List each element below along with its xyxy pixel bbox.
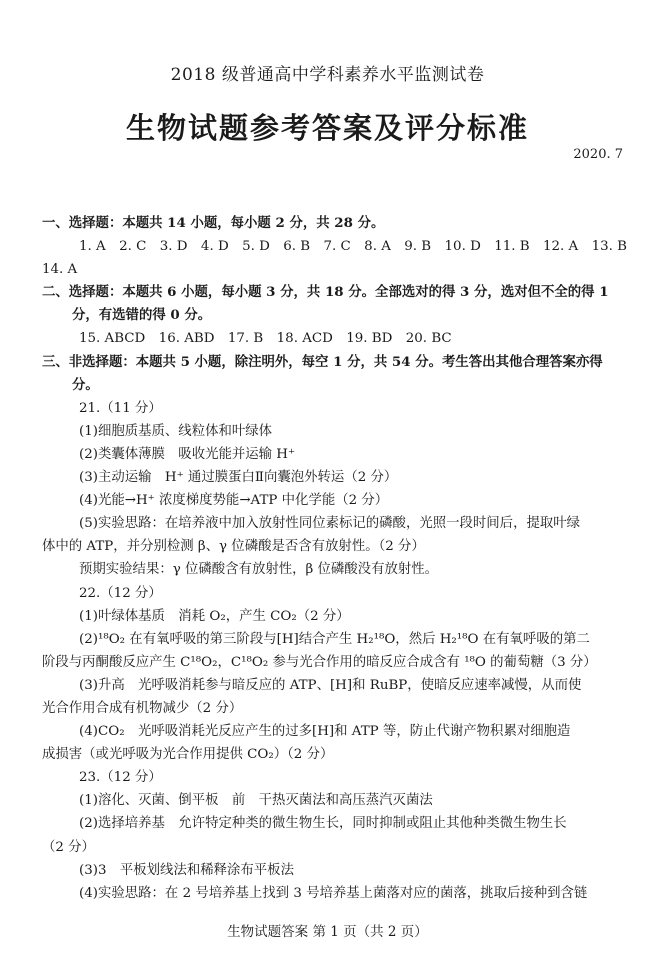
section-heading: 二、选择题：本题共 6 小题，每小题 3 分，共 18 分。全部选对的得 3 分，选对但不全的得 1 [42, 284, 609, 301]
answer-line: 15. ABCD 16. ABD 17. B 18. ACD 19. BD 20. BC [79, 331, 452, 347]
answer-line: (2)选择培养基 允许特定种类的微生物生长，同时抑制或阻止其他种类微生物生长 [79, 816, 567, 832]
answer-line: 14. A [42, 262, 78, 278]
answer-line: (4)CO₂ 光呼吸消耗光反应产生的过多[H]和 ATP 等，防止代谢产物积累对细胞造 [79, 724, 571, 740]
answer-line: (2)¹⁸O₂ 在有氧呼吸的第三阶段与[H]结合产生 H₂¹⁸O，然后 H₂¹⁸O 在有氧呼吸的第二 [79, 631, 590, 647]
question-number: 23.（12 分） [79, 770, 162, 786]
section-heading: 一、选择题：本题共 14 小题，每小题 2 分，共 28 分。 [42, 215, 385, 231]
answer-line: 预期实验结果：γ 位磷酸含有放射性，β 位磷酸没有放射性。 [79, 562, 439, 578]
answer-line: 成损害（或光呼吸为光合作用提供 CO₂）（2 分） [42, 747, 334, 763]
answer-line: 阶段与丙酮酸反应产生 C¹⁸O₂，C¹⁸O₂ 参与光合作用的暗反应合成含有 ¹⁸O 的葡萄糖（3 分） [42, 654, 597, 670]
page-footer: 生物试题答案 第 1 页（共 2 页） [227, 924, 428, 940]
answer-line: (4)光能→H⁺ 浓度梯度势能→ATP 中化学能（2 分） [79, 493, 389, 509]
section-heading: 分，有选错的得 0 分。 [72, 307, 212, 324]
answer-line: 光合作用合成有机物减少（2 分） [42, 700, 243, 716]
section-heading: 三、非选择题：本题共 5 小题，除注明外，每空 1 分，共 54 分。考生答出其他合理答案亦得 [42, 353, 603, 370]
question-number: 21.（11 分） [79, 400, 162, 416]
answer-line: （2 分） [42, 839, 95, 855]
answer-line: 1. A 2. C 3. D 4. D 5. D 6. B 7. C 8. A 9. B 10. D 11. B 12. A 13. B [79, 239, 627, 255]
answer-line: (4)实验思路：在 2 号培养基上找到 3 号培养基上菌落对应的菌落，挑取后接种到含链 [79, 885, 588, 901]
section-heading: 分。 [72, 376, 99, 393]
answer-line: (1)细胞质基质、线粒体和叶绿体 [79, 423, 273, 439]
answer-line: 体中的 ATP，并分别检测 β、γ 位磷酸是否含有放射性。（2 分） [42, 539, 425, 555]
page-title: 生物试题参考答案及评分标准 [125, 111, 529, 145]
answer-line: (1)溶化、灭菌、倒平板 前 干热灭菌法和高压蒸汽灭菌法 [79, 793, 433, 809]
answer-line: (3)主动运输 H⁺ 通过膜蛋白Ⅱ向囊泡外转运（2 分） [79, 470, 398, 486]
question-number: 22.（12 分） [79, 585, 162, 601]
answer-line: (2)类囊体薄膜 吸收光能并运输 H⁺ [79, 446, 296, 462]
exam-title: 2018 级普通高中学科素养水平监测试卷 [170, 65, 485, 85]
answer-body [42, 212, 642, 905]
answer-line: (5)实验思路：在培养液中加入放射性同位素标记的磷酸，光照一段时间后，提取叶绿 [79, 516, 581, 532]
answer-line: (3)升高 光呼吸消耗参与暗反应的 ATP、[H]和 RuBP，使暗反应速率减慢，从而使 [79, 677, 582, 693]
answer-line: (3)3 平板划线法和稀释涂布平板法 [79, 862, 294, 878]
date: 2020. 7 [573, 147, 623, 162]
answer-line: (1)叶绿体基质 消耗 O₂，产生 CO₂（2 分） [79, 608, 350, 624]
